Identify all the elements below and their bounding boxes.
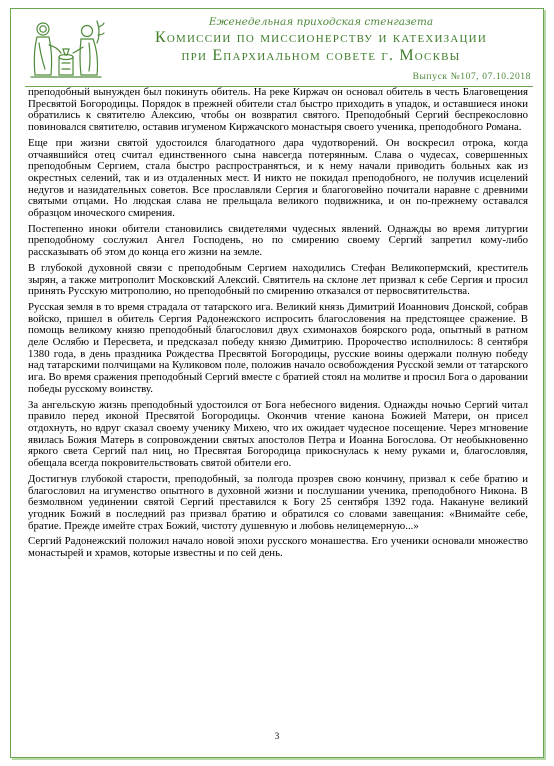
newspaper-header xyxy=(11,9,543,91)
paragraph: Русская земля в то время страдала от татарского ига. Великий князь Димитрий Иоаннович Донской, собрав войско, пришел в обитель Сергия Радонежского испросить благословения на предстоящее сражение. В помощь великому князю преподобный благословил двух схимонахов боярского рода, опытный в ратном деле Ослябю и Пересвета, и предсказал победу князю Димитрию. Пророчество исполнилось: 8 сентября 1380 года, в день праздника Рождества Пресвятой Богородицы, русские воины одержали полную победу над татарскими полчищами на Куликовом поле, положив начало освобождения Русской земли от татарского ига. Во время сражения преподобный Сергий вместе с братией стоял на молитве и просил Бога о даровании победы русскому воинству. xyxy=(28,300,528,395)
paragraph: Еще при жизни святой удостоился благодатного дара чудотворений. Он воскресил отрока, когда отчаявшийся отец считал единственного сына навсегда потерянным. Слава о чудесах, совершенных преподобным Сергием, стала быстро распространяться, и к нему начали приводить больных как из окрестных селений, так и из отдаленных мест. И никто не покидал преподобного, не получив исцелений недугов и назидательных советов. Все прославляли Сергия и благоговейно почитали наравне с древними святыми отцами. Но людская слава не прельщала великого подвижника, и он по-прежнему оставался образцом иноческого смирения. xyxy=(28,136,528,220)
page-frame xyxy=(10,8,544,758)
paragraph: В глубокой духовной связи с преподобным Сергием находились Стефан Великопермский, креститель зырян, а также митрополит Московский Алексий. Святитель на склоне лет призвал к себе Сергия и просил принять Русскую митрополию, но преподобный по смирению отказался от первосвятительства. xyxy=(28,261,528,298)
samaritan-woman-at-well-icon xyxy=(27,13,105,83)
article-body xyxy=(28,87,528,564)
paragraph: Постепенно иноки обители становились свидетелями чудесных явлений. Однажды во время литургии преподобному сослужил Ангел Господень, но по смирению своему Сергий запретил кому-либо рассказывать об этом до конца его жизни на земле. xyxy=(28,222,528,259)
newspaper-title-line-2: при Епархиальном совете г. Москвы xyxy=(181,47,461,64)
paragraph: За ангельскую жизнь преподобный удостоился от Бога небесного видения. Однажды ночью Сергий читал правило перед иконой Пресвятой Богородицы. Окончив чтение канона Божией Матери, он присел отдохнуть, но вдруг сказал своему ученику Михею, что их ожидает чудесное посещение. Через мгновение явилась Божия Матерь в сопровождении святых апостолов Петра и Иоанна Богослова. От необыкновенно яркого света Сергий пал ниц, но Пресвятая Богородица прикоснулась к нему руками и, благословляя, обещала всегда покровительствовать святой обители его. xyxy=(28,398,528,470)
page-number: 3 xyxy=(274,731,280,741)
newspaper-subtitle: Еженедельная приходская стенгазета xyxy=(208,16,434,28)
paragraph: преподобный вынужден был покинуть обитель. На реке Киржач он основал обитель в честь Благовещения Пресвятой Богородицы. Порядок в прежней обители стал быстро приходить в упадок, и оставшиеся иноки обратились к святителю Алексию, чтобы он возвратил святого. Преподобный Сергий беспрекословно повиновался святителю, оставив игуменом Киржачского монастыря своего ученика, преподобного Романа. xyxy=(28,86,528,134)
paragraph: Сергий Радонежский положил начало новой эпохи русского монашества. Его ученики основали множество монастырей и храмов, которые известны и по сей день. xyxy=(28,535,528,560)
newspaper-title-line-1: Комиссии по миссионерству и катехизации xyxy=(155,29,487,46)
issue-number: Выпуск №107, 07.10.2018 xyxy=(412,72,531,82)
paragraph: Достигнув глубокой старости, преподобный, за полгода прозрев свою кончину, призвал к себе братию и благословил на игуменство опытного в духовной жизни и послушании ученика, преподобного Никона. В безмолвном уединении святой Сергий преставился к Богу 25 сентября 1392 года. Накануне великий угодник Божий в последний раз призвал братию и обратился со словами завещания: «Внимайте себе, братие. Прежде имейте страх Божий, чистоту душевную и любовь нелицемерную...» xyxy=(28,472,528,532)
